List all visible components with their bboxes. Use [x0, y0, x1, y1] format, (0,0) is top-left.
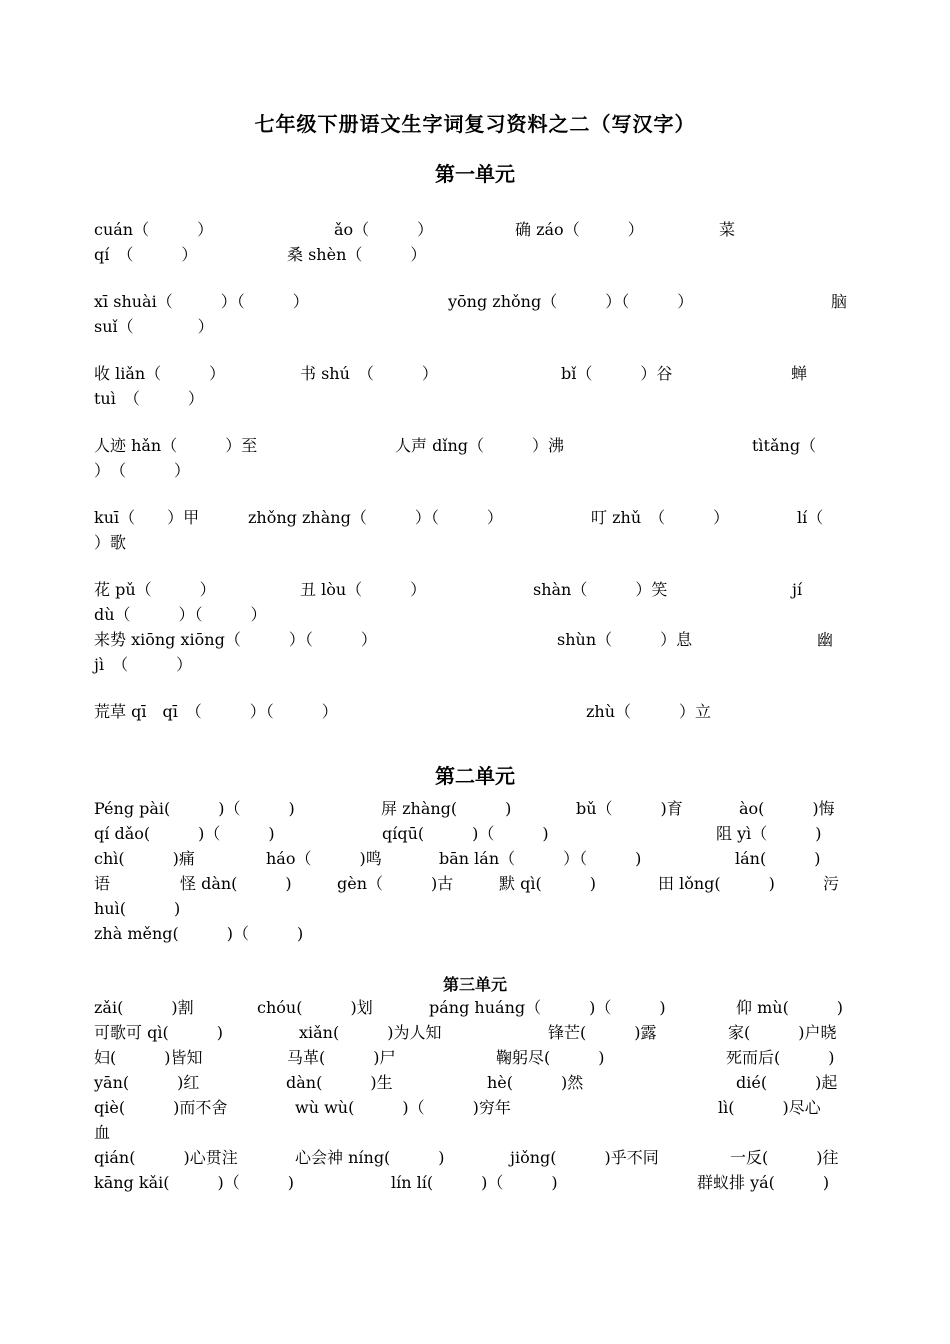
- pinyin-item: lí（: [797, 508, 824, 527]
- pinyin-item: lín lí( )（ ): [391, 1173, 558, 1192]
- unit-3-line-2: [94, 1021, 864, 1045]
- pinyin-item: 阻 yì（ ): [716, 824, 822, 843]
- pinyin-item: 血: [94, 1123, 111, 1142]
- pinyin-item: 幽: [817, 630, 834, 649]
- pinyin-item: 桑 shèn（ ）: [287, 245, 427, 264]
- unit-1-line-2: [94, 243, 864, 267]
- unit-2-line-2: [94, 822, 864, 846]
- unit-1-line-9: [94, 506, 864, 530]
- pinyin-item: yōng zhǒng（ ）（ ）: [448, 292, 694, 311]
- pinyin-item: chóu( )划: [257, 998, 373, 1017]
- unit-3-heading: 第三单元: [442, 975, 507, 994]
- pinyin-item: dàn( )生: [286, 1073, 393, 1092]
- pinyin-item: gèn（ )古: [337, 874, 454, 893]
- pinyin-item: 可歌可 qì( ): [94, 1023, 223, 1042]
- pinyin-item: jiǒng( )乎不同: [510, 1148, 659, 1167]
- pinyin-item: zhù（ ）立: [586, 702, 712, 721]
- pinyin-item: 来势 xiōng xiōng（ ）（ ）: [94, 630, 377, 649]
- pinyin-item: jí: [792, 580, 803, 599]
- pinyin-item: 仰 mù( ): [736, 998, 844, 1017]
- pinyin-item: 默 qì( ): [499, 874, 596, 893]
- pinyin-item: 心会神 níng( ): [295, 1148, 445, 1167]
- pinyin-item: 死而后( ): [726, 1048, 835, 1067]
- pinyin-item: tuì （ ）: [94, 389, 204, 408]
- pinyin-item: qí dǎo( )（ ): [94, 824, 275, 843]
- pinyin-item: ）歌: [94, 533, 127, 552]
- pinyin-item: shàn（ ）笑: [533, 580, 668, 599]
- pinyin-item: 丑 lòu（ ）: [300, 580, 427, 599]
- pinyin-item: wù wù( )（ )穷年: [295, 1098, 511, 1117]
- unit-1-line-14: [94, 653, 864, 677]
- pinyin-item: zhǒng zhàng（ ）（ ）: [248, 508, 503, 527]
- unit-1-line-6: [94, 387, 864, 411]
- unit-1-heading: 第一单元: [435, 162, 515, 186]
- pinyin-item: Péng pài( )（ ): [94, 799, 295, 818]
- pinyin-item: 语: [94, 874, 111, 893]
- unit-2-line-5: [94, 897, 864, 921]
- pinyin-item: qíqū( )（ ): [382, 824, 549, 843]
- pinyin-item: ào( )悔: [739, 799, 835, 818]
- pinyin-item: dù（ ）（ ）: [94, 605, 267, 624]
- unit-3-line-4: [94, 1071, 864, 1095]
- unit-2-heading: 第二单元: [435, 764, 515, 788]
- pinyin-item: 人迹 hǎn（ ）至: [94, 436, 258, 455]
- unit-2-line-3: [94, 847, 864, 871]
- pinyin-item: shùn（ ）息: [557, 630, 693, 649]
- pinyin-item: zhà měng( )（ ): [94, 924, 304, 943]
- pinyin-item: bǔ（ )育: [576, 799, 683, 818]
- pinyin-item: 妇( )皆知: [94, 1048, 203, 1067]
- pinyin-item: qián( )心贯注: [94, 1148, 238, 1167]
- pinyin-item: 书 shú （ ）: [300, 364, 438, 383]
- unit-3-line-3: [94, 1046, 864, 1070]
- pinyin-item: 人声 dǐng（ ）沸: [395, 436, 564, 455]
- pinyin-item: háo（ )鸣: [266, 849, 382, 868]
- pinyin-item: 锋芒( )露: [548, 1023, 657, 1042]
- pinyin-item: zǎi( )割: [94, 998, 194, 1017]
- pinyin-item: cuán（ ）: [94, 220, 214, 239]
- pinyin-item: dié( )起: [736, 1073, 838, 1092]
- pinyin-item: lán( ): [735, 849, 821, 868]
- unit-3-line-6: [94, 1121, 864, 1145]
- pinyin-item: xiǎn( )为人知: [299, 1023, 442, 1042]
- unit-1-line-13: [94, 628, 864, 652]
- pinyin-item: jì （ ）: [94, 655, 193, 674]
- pinyin-item: bān lán（ ）（ ): [439, 849, 642, 868]
- unit-1-line-7: [94, 434, 864, 458]
- unit-1-line-12: [94, 603, 864, 627]
- unit-2-line-1: [94, 797, 864, 821]
- unit-1-line-8: [94, 459, 864, 483]
- unit-2-line-6: [94, 922, 864, 946]
- pinyin-item: 田 lǒng( ): [658, 874, 775, 893]
- pinyin-item: 确 záo（ ）: [515, 220, 644, 239]
- pinyin-item: suǐ（ ）: [94, 317, 214, 336]
- unit-1-line-15: [94, 700, 864, 724]
- pinyin-item: 家( )户晓: [728, 1023, 837, 1042]
- pinyin-item: 脑: [831, 292, 848, 311]
- pinyin-item: 花 pǔ（ ）: [94, 580, 216, 599]
- pinyin-item: yān( )红: [94, 1073, 200, 1092]
- pinyin-item: 一反( )往: [730, 1148, 839, 1167]
- unit-3-line-7: [94, 1146, 864, 1170]
- pinyin-item: huì( ): [94, 899, 181, 918]
- unit-1-line-10: [94, 531, 864, 555]
- pinyin-item: ） （ ）: [94, 461, 191, 480]
- unit-1-line-11: [94, 578, 864, 602]
- pinyin-item: 叮 zhǔ （ ）: [591, 508, 730, 527]
- pinyin-item: 群蚁排 yá( ): [697, 1173, 830, 1192]
- unit-3-line-8: [94, 1171, 864, 1195]
- pinyin-item: kuī（ ）甲: [94, 508, 200, 527]
- pinyin-item: páng huáng（ )（ ): [429, 998, 666, 1017]
- pinyin-item: hè( )然: [487, 1073, 584, 1092]
- pinyin-item: 荒草 qī qī （ ）（ ）: [94, 702, 338, 721]
- unit-1-line-3: [94, 290, 864, 314]
- pinyin-item: 蝉: [791, 364, 808, 383]
- pinyin-item: lì( )尽心: [718, 1098, 821, 1117]
- pinyin-item: tìtǎng（: [752, 436, 817, 455]
- unit-2-line-4: [94, 872, 864, 896]
- pinyin-item: kāng kǎi( )（ ): [94, 1173, 294, 1192]
- unit-3-line-1: [94, 996, 864, 1020]
- pinyin-item: ǎo（ ）: [334, 220, 434, 239]
- pinyin-item: 菜: [719, 220, 736, 239]
- pinyin-item: 马革( )尸: [287, 1048, 396, 1067]
- pinyin-item: 怪 dàn( ): [180, 874, 292, 893]
- pinyin-item: bǐ（ ）谷: [561, 364, 673, 383]
- pinyin-item: xī shuài（ ）（ ）: [94, 292, 309, 311]
- pinyin-item: 污: [823, 874, 840, 893]
- unit-3-line-5: [94, 1096, 864, 1120]
- unit-1-line-4: [94, 315, 864, 339]
- unit-1-line-5: [94, 362, 864, 386]
- pinyin-item: 鞠躬尽( ): [496, 1048, 605, 1067]
- pinyin-item: chì( )痛: [94, 849, 195, 868]
- pinyin-item: qiè( )而不舍: [94, 1098, 228, 1117]
- document-title: 七年级下册语文生字词复习资料之二（写汉字）: [254, 112, 696, 136]
- pinyin-item: 收 liǎn（ ）: [94, 364, 226, 383]
- unit-1-line-1: [94, 218, 864, 242]
- pinyin-item: qí （ ）: [94, 245, 198, 264]
- pinyin-item: 屏 zhàng( ): [381, 799, 512, 818]
